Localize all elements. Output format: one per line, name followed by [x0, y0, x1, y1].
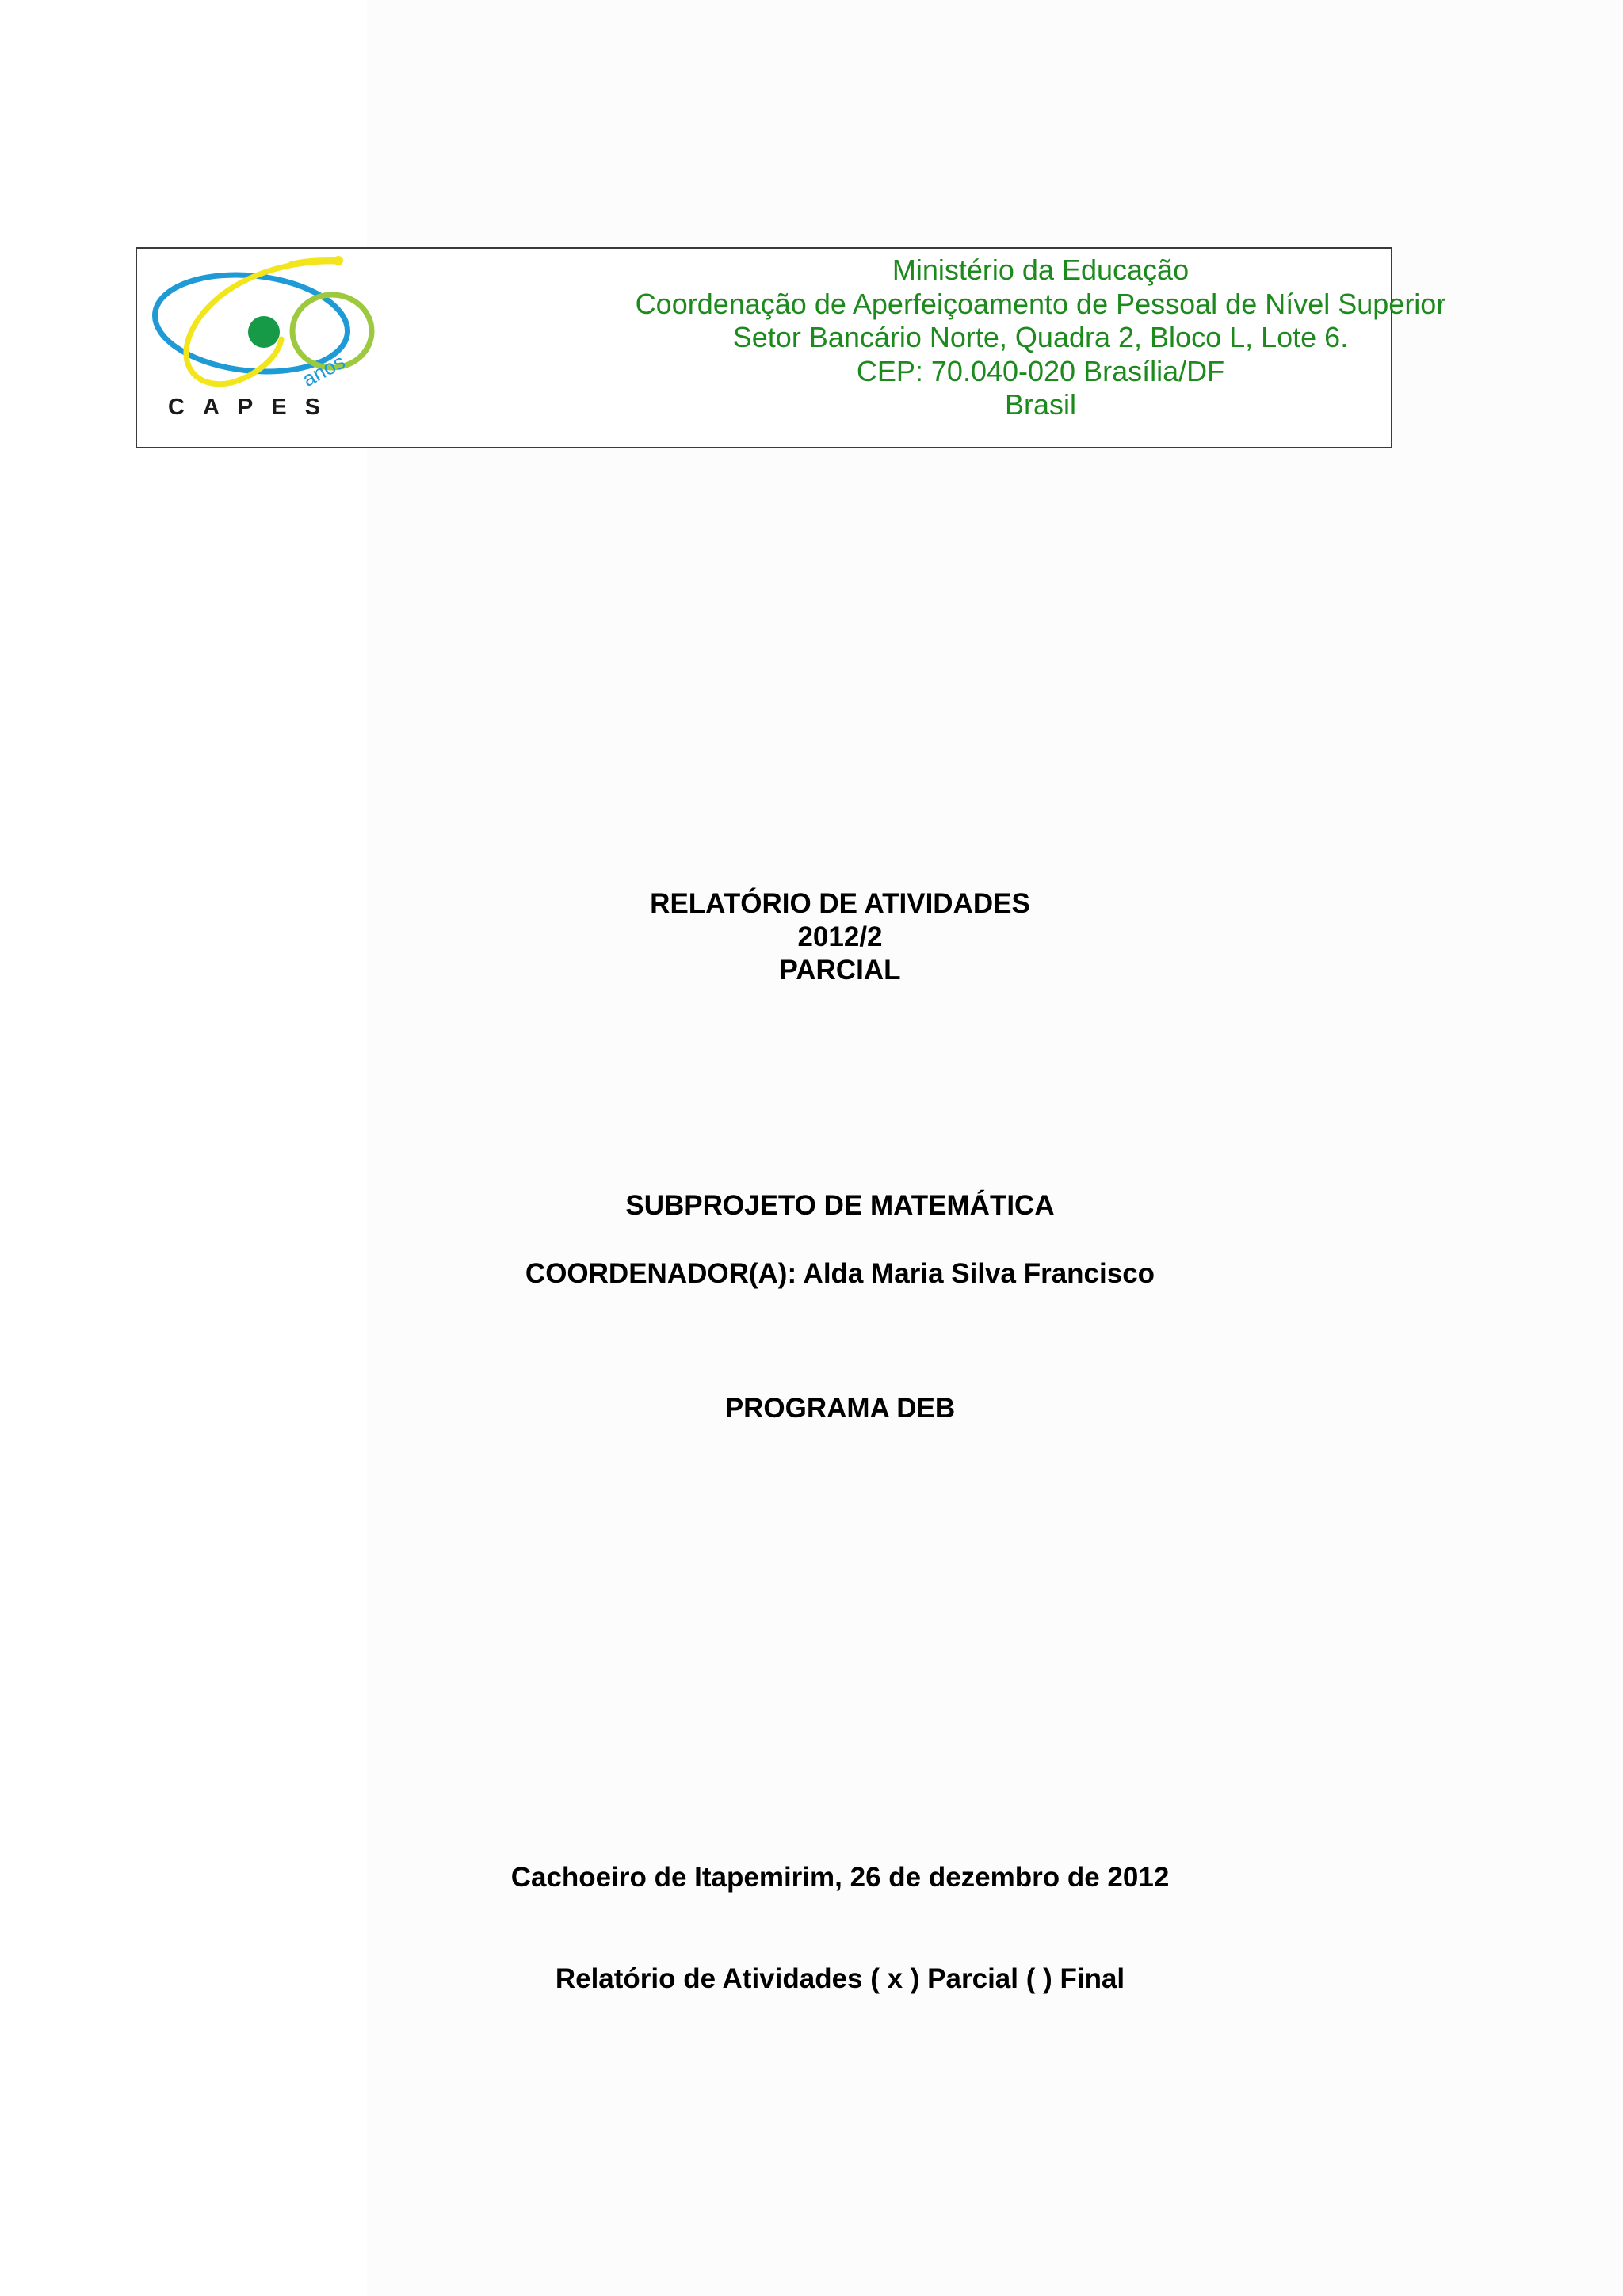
place-date-line: Cachoeiro de Itapemirim, 26 de dezembro de 2012 — [510, 1862, 1170, 1893]
logo-wordmark: CAPES — [168, 395, 338, 420]
report-title-block — [0, 887, 1623, 987]
program-heading: PROGRAMA DEB — [724, 1393, 956, 1424]
coordinator-line: COORDENADOR(A): Alda Maria Silva Francisco — [525, 1258, 1155, 1289]
letterhead-text — [549, 254, 1532, 422]
subproject-heading: SUBPROJETO DE MATEMÁTICA — [625, 1190, 1055, 1221]
header-line-postal: CEP: 70.040-020 Brasília/DF — [856, 354, 1225, 387]
header-line-agency: Coordenação de Aperfeiçoamento de Pessoal de Nível Superior — [635, 287, 1446, 320]
logo-tagline: anos — [298, 349, 349, 391]
report-period: 2012/2 — [797, 921, 883, 952]
report-type-checkbox-line: Relatório de Atividades ( x ) Parcial ( ) Final — [555, 1963, 1125, 1994]
report-type: PARCIAL — [779, 955, 901, 986]
header-line-ministry: Ministério da Educação — [892, 254, 1190, 286]
header-line-address: Setor Bancário Norte, Quadra 2, Bloco L, Lote 6. — [732, 321, 1349, 353]
report-title: RELATÓRIO DE ATIVIDADES — [650, 888, 1030, 919]
header-line-country: Brasil — [1004, 388, 1077, 421]
